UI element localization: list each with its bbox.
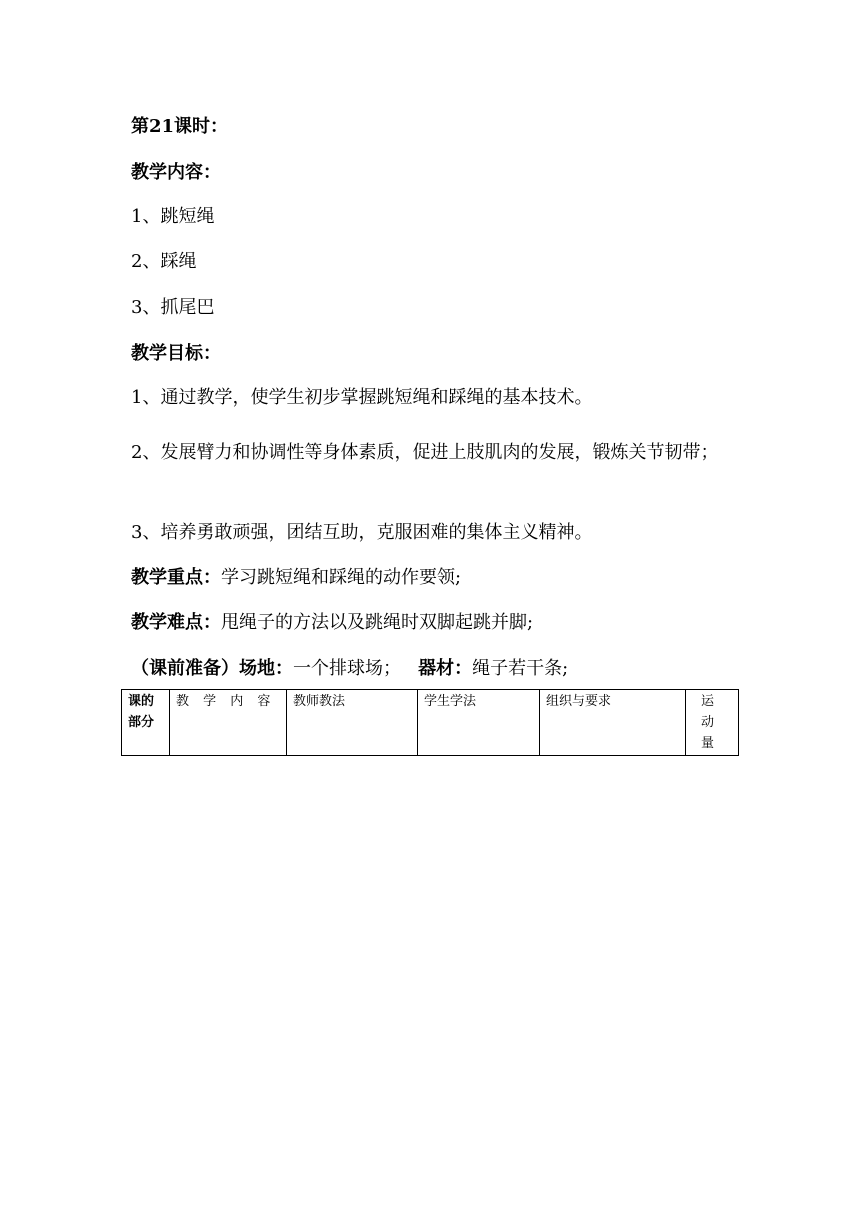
goals-heading: 教学目标：	[131, 343, 221, 364]
lesson-plan-table	[121, 689, 739, 756]
table-header-cell: 组织与要求	[540, 690, 686, 756]
preparation	[131, 656, 568, 682]
preparation-label: （课前准备）场地：	[131, 658, 293, 679]
difficulty-text: 甩绳子的方法以及跳绳时双脚起跳并脚;	[221, 612, 534, 633]
goal-item: 2、发展臂力和协调性等身体素质，促进上肢肌肉的发展，锻炼关节韧带；	[131, 442, 719, 463]
key-point-text: 学习跳短绳和踩绳的动作要领;	[221, 567, 462, 588]
difficulty	[131, 610, 533, 636]
difficulty-label: 教学难点：	[131, 612, 221, 633]
content-item: 3、抓尾巴	[131, 297, 215, 318]
equipment-text: 绳子若干条;	[472, 658, 569, 679]
content-item: 1、跳短绳	[131, 206, 215, 227]
goal-item: 1、通过教学，使学生初步掌握跳短绳和踩绳的基本技术。	[131, 387, 593, 408]
content-heading: 教学内容：	[131, 162, 221, 183]
key-point	[131, 565, 461, 591]
table-header-cell: 运 动 量	[686, 690, 739, 756]
table-header-row	[122, 690, 739, 756]
table-header-cell: 教 学 内 容	[170, 690, 287, 756]
equipment-label: 器材：	[418, 658, 473, 679]
table-header-cell: 课的部分	[122, 690, 170, 756]
lesson-title: 第21课时：	[131, 116, 229, 137]
content-item: 2、踩绳	[131, 251, 197, 272]
key-point-label: 教学重点：	[131, 567, 221, 588]
preparation-venue: 一个排球场；	[293, 658, 401, 679]
table-header-cell: 教师教法	[287, 690, 418, 756]
goal-item: 3、培养勇敢顽强，团结互助，克服困难的集体主义精神。	[131, 522, 593, 543]
table-header-cell: 学生学法	[418, 690, 540, 756]
